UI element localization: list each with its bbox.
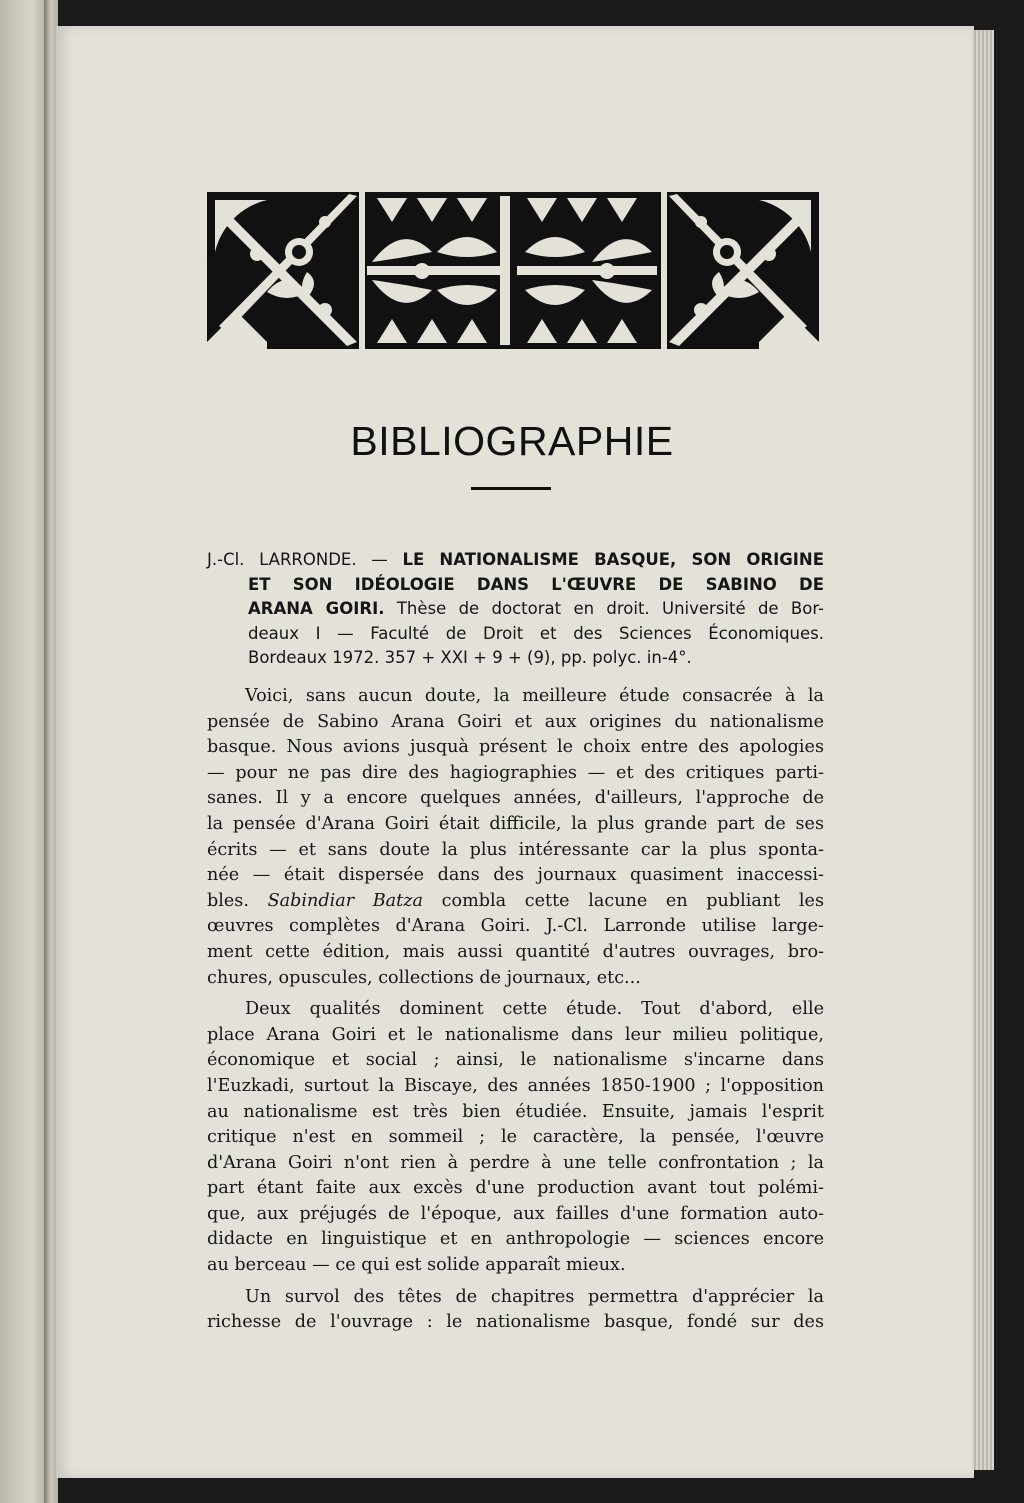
entry-line-4: deaux I — Faculté de Droit et des Sciences Économiques. — [248, 623, 824, 643]
paragraph-2: Deux qualités dominent cette étude. Tout d'abord, elle place Arana Goiri et le nationalisme dans leur milieu politique, économique et social ; ainsi, le nationalisme s'incarne dans l'Euzkadi, surtout la Biscaye, des années 1850-1900 ; l'opposition au nationalisme est très bien étudiée. Ensuite, jamais l'esprit critique n'est en sommeil ; le caractère, la pensée, l'œuvre d'Arana Goiri n'ont rien à perdre à une telle confrontation ; la part étant faite aux excès d'une production avant tout polémi- que, aux préjugés de l'époque, aux failles d'une formation auto- didacte en linguistique et en anthropologie — sciences encore au berceau — ce qui est solide apparaît mieux. — [207, 999, 824, 1276]
journal-title: Sabindiar Batza — [267, 890, 423, 911]
page-stack-edge — [972, 30, 994, 1470]
paragraph-3: Un survol des têtes de chapitres permettra d'apprécier la richesse de l'ouvrage : le nationalisme basque, fondé sur des — [207, 1286, 824, 1333]
review-body — [207, 684, 824, 1342]
entry-line-2: ET SON IDÉOLOGIE DANS L'ŒUVRE DE SABINO DE — [248, 574, 824, 594]
entry-line-3: ARANA GOIRI. Thèse de doctorat en droit. Université de Bor- — [248, 599, 825, 618]
paragraph-1: Voici, sans aucun doute, la meilleure étude consacrée à la pensée de Sabino Arana Goiri et aux origines du nationalisme basque. Nous avions jusquà présent le choix entre des apologies — pour ne pas dire des hagiographies — et des critiques parti- sanes. Il y a encore quelques années, d'ailleurs, l'approche de la pensée d'Arana Goiri était difficile, la plus grande part de ses écrits — et sans doute la plus intéressante car la plus sponta- née — était dispersée dans des journaux quasiment inaccessi- bles. Sabindiar Batza combla cette lacune en publiant les œuvres complètes d'Arana Goiri. J.-Cl. Larronde utilise large- ment cette édition, mais aussi quantité d'autres ouvrages, bro- chures, opuscules, collections de journaux, etc... — [207, 686, 824, 988]
entry-line-1: J.-Cl. LARRONDE. — LE NATIONALISME BASQUE, SON ORIGINE — [207, 550, 825, 569]
page-title: BIBLIOGRAPHIE — [350, 418, 674, 464]
bibliographic-entry — [207, 548, 824, 671]
entry-author: J.-Cl. LARRONDE. — [207, 550, 357, 569]
entry-title: LE NATIONALISME BASQUE, SON ORIGINE — [402, 550, 825, 569]
basque-decorative-frieze-icon — [207, 192, 819, 349]
title-divider — [471, 487, 551, 490]
entry-line-5: Bordeaux 1972. 357 + XXI + 9 + (9), pp. polyc. in-4°. — [248, 648, 692, 667]
